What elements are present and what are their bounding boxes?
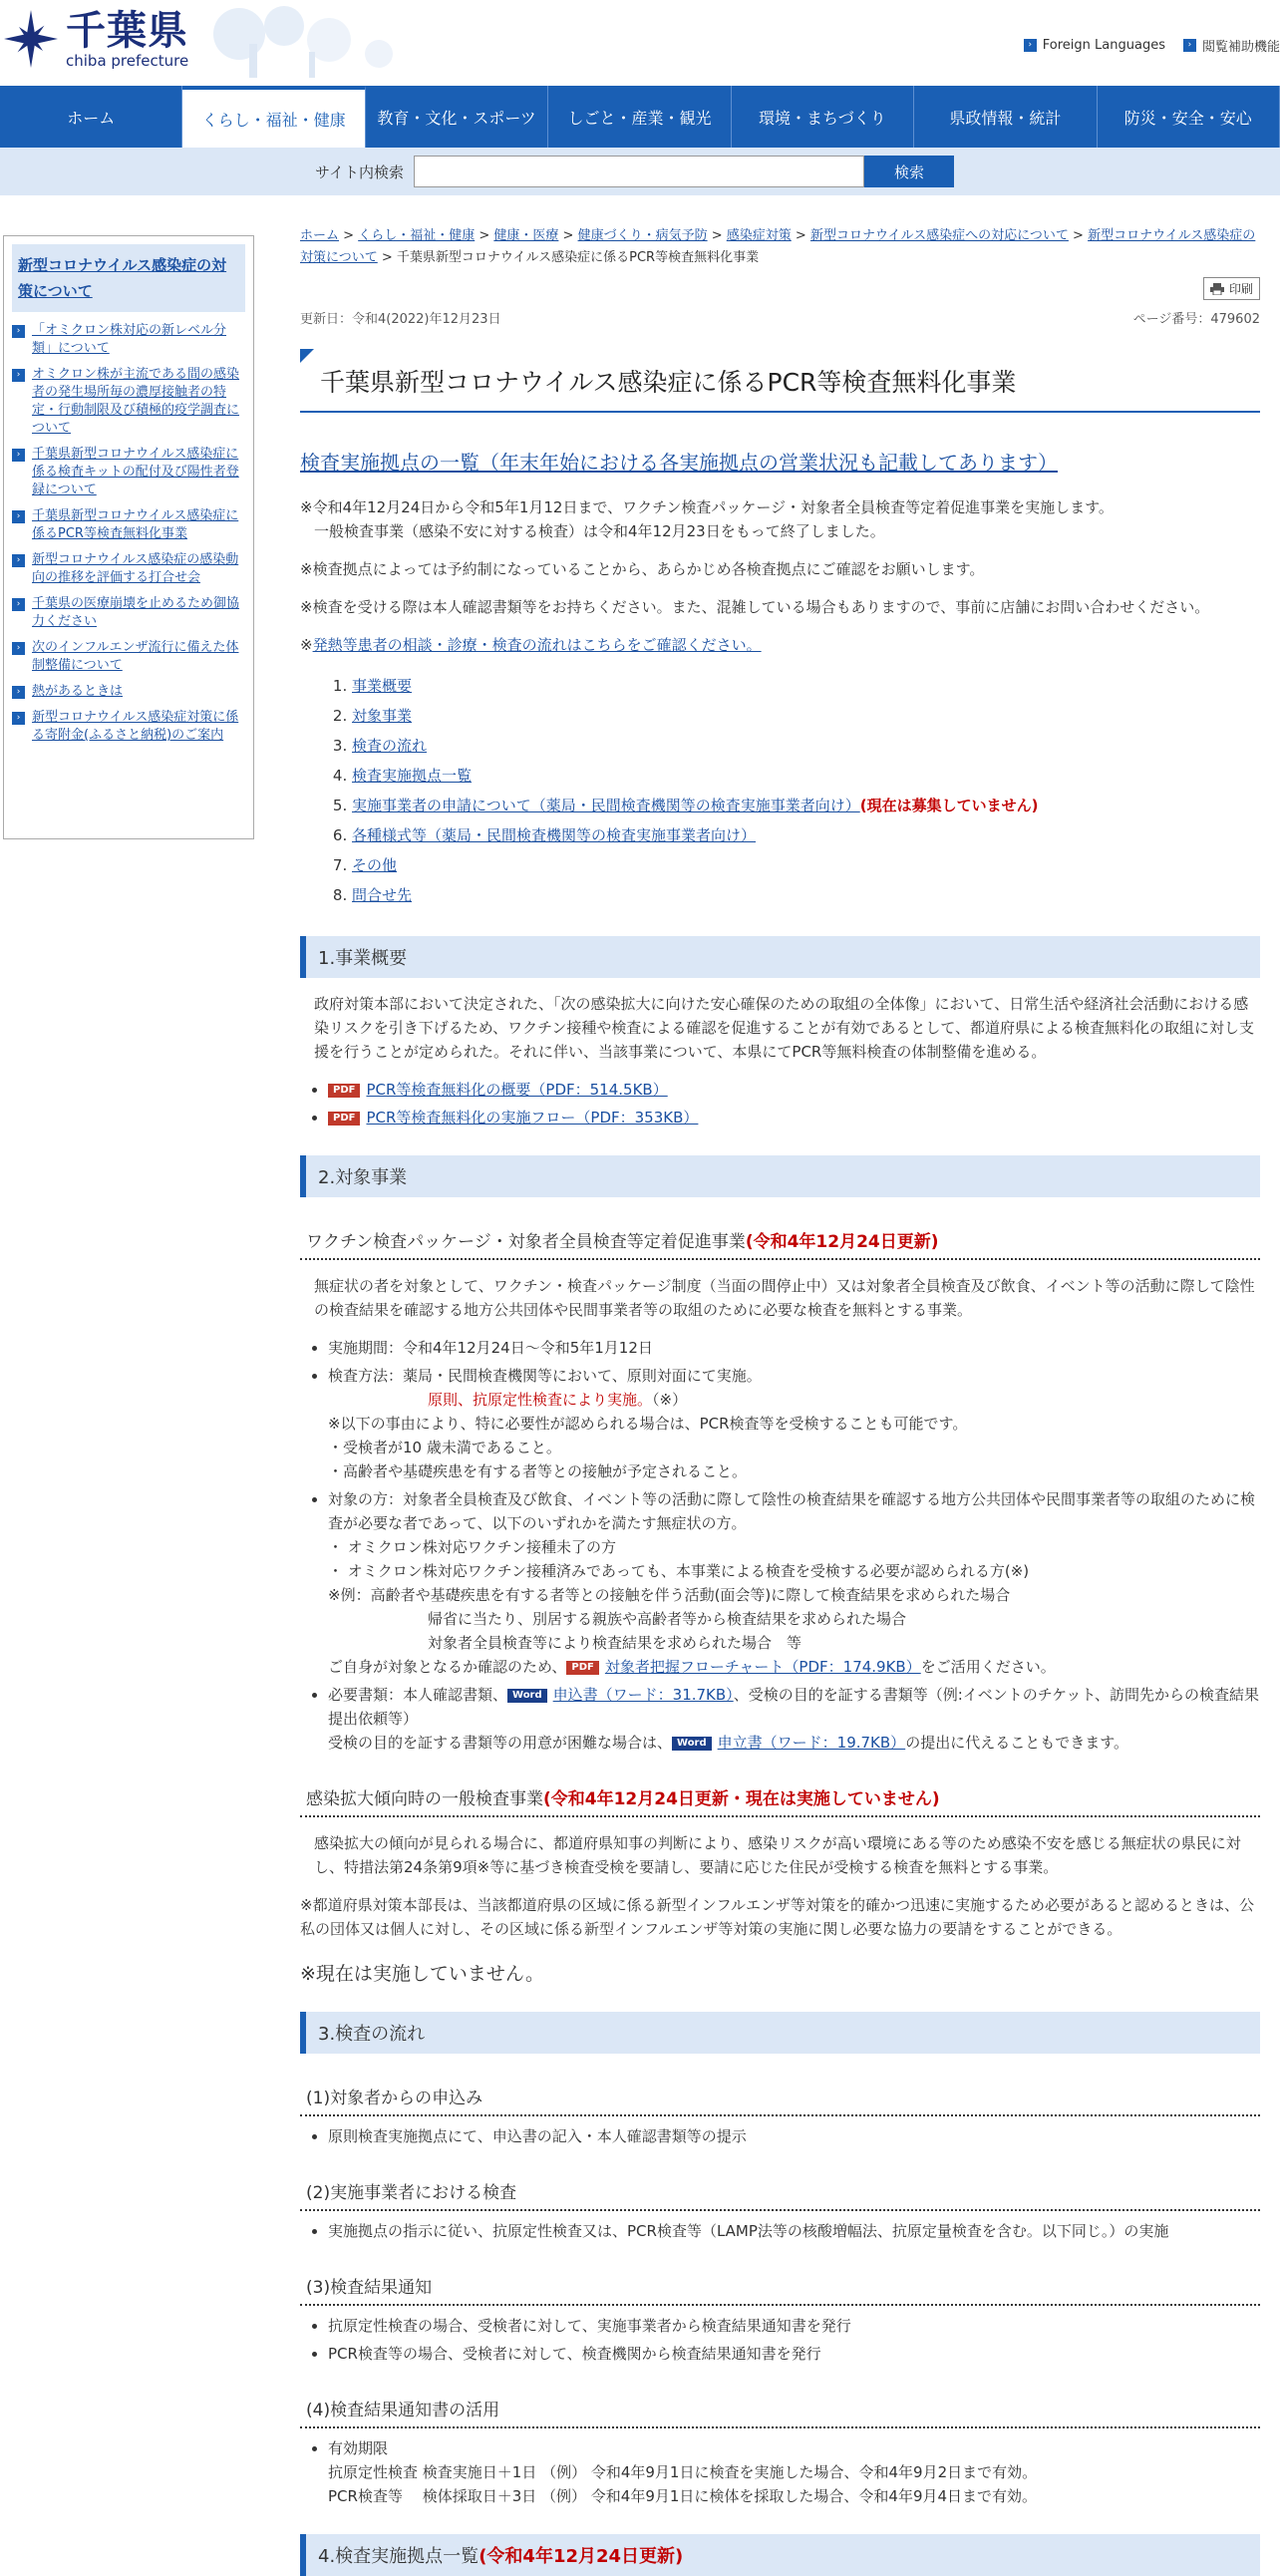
method-note: ・受検者が10 歳未満であること。 (328, 1439, 561, 1456)
sidebar-item[interactable] (12, 551, 245, 587)
logo-subtitle: chiba prefecture (66, 52, 189, 70)
list-item: • 原則検査実施拠点にて、申込書の記入・本人確認書類等の提示 (328, 2124, 1260, 2148)
list-item (328, 1683, 1260, 1755)
list-item (328, 1487, 1260, 1679)
subsection-heading: (2)実施事業者における検査 (300, 2168, 1260, 2211)
method-text: 検査方法：薬局・民間検査機関等において、原則対面にて実施。 (328, 1367, 762, 1385)
word-icon: Word (507, 1689, 547, 1703)
notice-text: ※令和4年12月24日から令和5年1月12日まで、ワクチン検査パッケージ・対象者全員検査等定着促進事業を実施します。 (300, 498, 1114, 516)
sidebar-item[interactable] (12, 366, 245, 438)
section-note: ※都道府県対策本部長は、当該都道府県の区域に係る新型インフルエンザ等対策を的確かつ迅速に実施するため必要があると認めるときは、公私の団体又は個人に対し、その区域に係る新型インフルエンザ等対策の実施に関し必要な協力の要請をすることができる。 (300, 1896, 1254, 1938)
section-heading: 1.事業概要 (300, 936, 1260, 978)
word-icon: Word (672, 1737, 712, 1751)
toc-link[interactable]: 各種様式等（薬局・民間検査機関等の検査実施事業者向け） (352, 826, 757, 844)
toc-item (352, 850, 1260, 880)
sidebar-title[interactable]: 新型コロナウイルス感染症の対策について (12, 244, 245, 312)
target-text: 対象の方：対象者全員検査及び飲食、イベント等の活動に際して陰性の検査結果を確認する地方公共団体や民間事業者等の取組のために検査が必要な者であって、以下のいずれかを満たす無症状の方。 (328, 1490, 1256, 1532)
toc-item (352, 731, 1260, 761)
toc-item (352, 701, 1260, 731)
subsection-heading: (4)検査結果通知書の活用 (300, 2386, 1260, 2428)
pdf-link[interactable]: PCR等検査無料化の実施フロー（PDF：353KB） (366, 1109, 699, 1127)
search-button[interactable]: 検索 (864, 156, 954, 187)
toc-link[interactable]: 対象事業 (352, 707, 413, 725)
validity-text: 抗原定性検査 検査実施日＋1日 （例） 令和4年9月1日に検査を実施した場合、令和4年9月2日まで有効。 (328, 2463, 1038, 2481)
nav-education-culture-sports[interactable]: 教育・文化・スポーツ (366, 86, 548, 148)
page-number: ページ番号：479602 (1132, 312, 1260, 327)
testing-sites-list-link[interactable]: 検査実施拠点の一覧（年末年始における各実施拠点の営業状況も記載してあります） (300, 451, 1058, 475)
section-heading: 2.対象事業 (300, 1155, 1260, 1197)
sidebar (3, 235, 254, 839)
sidebar-item[interactable] (12, 446, 245, 499)
foreign-languages-label: Foreign Languages (1042, 38, 1165, 53)
docs-text: の提出に代えることもできます。 (905, 1734, 1128, 1752)
update-note: (令和4年12月24日更新) (745, 1232, 939, 1252)
nav-prefecture-info[interactable]: 県政情報・統計 (914, 86, 1097, 148)
method-note: ※以下の事由により、特に必要性が認められる場合は、PCR検査等を受検することも可能です。 (328, 1415, 968, 1433)
list-item: • 実施拠点の指示に従い、抗原定性検査又は、PCR検査等（LAMP法等の核酸増幅法、抗原定量検査を含む。以下同じ。）の実施 (328, 2219, 1260, 2243)
toc-item (352, 880, 1260, 910)
pdf-icon: PDF (328, 1112, 360, 1126)
toc-status-note: (現在は募集していません) (859, 797, 1039, 814)
toc-item (352, 820, 1260, 850)
target-text: ・ オミクロン株対応ワクチン接種済みであっても、本事業による検査を受検する必要が認められる方(※) (328, 1562, 1030, 1580)
global-nav (0, 86, 1280, 148)
flow-list (300, 2219, 1260, 2243)
list-item: • PCR検査等の場合、受検者に対して、検査機関から検査結果通知書を発行 (328, 2342, 1260, 2366)
pdf-icon: PDF (328, 1084, 360, 1098)
breadcrumb-current: 千葉県新型コロナウイルス感染症に係るPCR等検査無料化事業 (396, 250, 760, 265)
site-header (0, 0, 1280, 86)
notice-prefix: ※ (300, 636, 313, 654)
main-content (300, 195, 1260, 2576)
nav-disaster-safety[interactable]: 防災・安全・安心 (1098, 86, 1280, 148)
target-text: 帰省に当たり、別居する親族や高齢者等から検査結果を求められた場合 (428, 1610, 907, 1628)
page-title: 千葉県新型コロナウイルス感染症に係るPCR等検査無料化事業 (300, 349, 1260, 413)
breadcrumb-separator: > (377, 250, 397, 265)
sidebar-item-link[interactable]: 新型コロナウイルス感染症の感染動向の推移を評価する打合せ会 (32, 552, 239, 585)
list-item (328, 1364, 1260, 1483)
sidebar-item-link[interactable]: 熱があるときは (32, 684, 124, 699)
breadcrumb-separator: > (1068, 228, 1089, 243)
sidebar-item-link[interactable]: 千葉県新型コロナウイルス感染症に係る検査キットの配付及び陽性者登録について (32, 447, 239, 497)
arrow-right-icon: › (12, 598, 25, 611)
update-note: (令和4年12月24日更新・現在は実施していません) (543, 1789, 940, 1809)
target-text: をご活用ください。 (920, 1658, 1056, 1676)
breadcrumb-link[interactable]: 健康づくり・病気予防 (577, 228, 708, 243)
breadcrumb-link[interactable]: 新型コロナウイルス感染症の対策について (300, 228, 1256, 265)
nav-environment-urban[interactable]: 環境・まちづくり (732, 86, 914, 148)
validity-label: 有効期限 (328, 2439, 389, 2457)
arrow-right-icon: › (12, 712, 25, 725)
notice-text: ※検査を受ける際は本人確認書類等をお持ちください。また、混雑している場合もありますので、事前に店舗にお問い合わせください。 (300, 598, 1210, 616)
declaration-form-link[interactable]: 申立書（ワード：19.7KB） (717, 1734, 906, 1752)
breadcrumb-separator: > (707, 228, 727, 243)
docs-text: 必要書類：本人確認書類、 (328, 1686, 508, 1704)
subsection-title: ワクチン検査パッケージ・対象者全員検査等定着促進事業 (306, 1232, 746, 1252)
breadcrumb-link[interactable]: くらし・福祉・健康 (358, 228, 476, 243)
nav-living-welfare-health[interactable]: くらし・福祉・健康 (182, 86, 365, 148)
breadcrumb-link[interactable]: 感染症対策 (726, 228, 792, 243)
target-text: 対象者全員検査等により検査結果を求められた場合 等 (428, 1634, 802, 1652)
sidebar-item-link[interactable]: 「オミクロン株対応の新レベル分類」について (32, 323, 227, 356)
pdf-icon: PDF (566, 1661, 598, 1675)
breadcrumb-separator: > (475, 228, 494, 243)
accessibility-label: 閲覧補助機能 (1201, 40, 1280, 55)
search-label: サイト内検索 (315, 162, 404, 181)
list-item (328, 1106, 1260, 1129)
section-body: 無症状の者を対象として、ワクチン・検査パッケージ制度（当面の間停止中）又は対象者全員検査及び飲食、イベント等の活動に際して陰性の検査結果を確認する地方公共団体や民間事業者等の取組のために必要な検査を無料とする事業。 (314, 1277, 1255, 1319)
print-label: 印刷 (1228, 282, 1253, 296)
site-search-bar (0, 148, 1280, 195)
flowchart-pdf-link[interactable]: 対象者把握フローチャート（PDF：174.9KB） (604, 1658, 921, 1676)
fever-consultation-link[interactable]: 発熱等患者の相談・診療・検査の流れはこちらをご確認ください。 (312, 636, 762, 654)
arrow-right-icon: › (12, 642, 25, 655)
flow-list (300, 2436, 1260, 2508)
breadcrumb (300, 225, 1260, 269)
target-text: ご自身が対象となるか確認のため、 (328, 1658, 567, 1676)
breadcrumb-link[interactable]: ホーム (300, 228, 340, 243)
toc-item (352, 761, 1260, 791)
update-note: (令和4年12月24日更新) (479, 2546, 684, 2567)
method-note: ・高齢者や基礎疾患を有する者等との接触が予定されること。 (328, 1462, 748, 1480)
print-button[interactable] (1203, 277, 1260, 300)
subsection-heading: (1)対象者からの申込み (300, 2074, 1260, 2116)
notice-text: 一般検査事業（感染不安に対する検査）は令和4年12月23日をもって終了しました。 (314, 522, 885, 540)
pdf-link[interactable]: PCR等検査無料化の概要（PDF：514.5KB） (366, 1081, 668, 1099)
notice-text: ※検査拠点によっては予約制になっていることから、あらかじめ各検査拠点にご確認をお願いします。 (300, 560, 985, 578)
flow-list (300, 2314, 1260, 2366)
nav-work-industry-tourism[interactable]: しごと・産業・観光 (548, 86, 731, 148)
arrow-right-icon: › (1183, 39, 1196, 52)
section-heading: 3.検査の流れ (300, 2012, 1260, 2054)
subsection-heading (300, 1217, 1260, 1260)
header-decoration (189, 4, 419, 82)
logo-title: 千葉県 (66, 8, 188, 54)
chiba-star-icon (0, 8, 62, 70)
sidebar-item-link[interactable]: 新型コロナウイルス感染症対策に係る寄附金(ふるさと納税)のご案内 (32, 710, 239, 743)
sidebar-list (12, 322, 245, 745)
sidebar-item-link[interactable]: 次のインフルエンザ流行に備えた体制整備について (32, 640, 239, 673)
arrow-right-icon: › (12, 510, 25, 523)
breadcrumb-separator: > (558, 228, 578, 243)
section-body: 政府対策本部において決定された、「次の感染拡大に向けた安心確保のための取組の全体像」において、日常生活や経済社会活動における感染リスクを引き下げるため、ワクチン接種や検査による確認を促進することが有効であるとして、都道府県による検査無料化の取組に対し支援を行うことが定められた。それに伴い、当該事業について、本県にてPCR等無料検査の体制整備を進める。 (314, 995, 1255, 1061)
sidebar-item-link[interactable]: 千葉県の医療崩壊を止めるため御協力ください (32, 596, 240, 629)
search-input[interactable] (414, 156, 864, 187)
not-implemented-note: ※現在は実施していません。 (300, 1963, 545, 1985)
foreign-languages-link[interactable] (1024, 36, 1165, 55)
method-red-text: 原則、抗原定性検査により実施。 (428, 1391, 653, 1409)
section-body: 感染拡大の傾向が見られる場合に、都道府県知事の判断により、感染リスクが高い環境にある等のため感染不安を感じる無症状の県民に対し、特措法第24条第9項※等に基づき検査受検を要請し、要請に応じた住民が受検する検査を無料とする事業。 (314, 1834, 1241, 1876)
toc-link[interactable]: その他 (352, 856, 398, 874)
arrow-right-icon: › (12, 686, 25, 699)
details-list (300, 1336, 1260, 1755)
arrow-right-icon: › (12, 325, 25, 338)
subsection-title: 感染拡大傾向時の一般検査事業 (306, 1789, 543, 1809)
sidebar-item[interactable] (12, 683, 245, 701)
sidebar-item[interactable] (12, 322, 245, 358)
application-form-link[interactable]: 申込書（ワード：31.7KB） (552, 1686, 734, 1704)
arrow-right-icon: › (12, 449, 25, 462)
method-mark: （※） (652, 1391, 688, 1409)
printer-icon (1210, 283, 1224, 295)
toc-link[interactable]: 検査実施拠点一覧 (352, 767, 473, 785)
docs-text: 受検の目的を証する書類等の用意が困難な場合は、 (328, 1734, 673, 1752)
subsection-heading: (3)検査結果通知 (300, 2263, 1260, 2306)
toc-link[interactable]: 事業概要 (352, 677, 413, 695)
docs-text: 、受検の目的を証する書類等（例:イベントのチケット、訪問先からの検査結果提出依頼等） (328, 1686, 1260, 1728)
flow-list (300, 2124, 1260, 2148)
toc-item (352, 791, 1260, 820)
toc-link[interactable]: 検査の流れ (352, 737, 428, 755)
sidebar-item[interactable] (12, 709, 245, 745)
list-item: • 実施期間：令和4年12月24日～令和5年1月12日 (328, 1336, 1260, 1360)
breadcrumb-link[interactable]: 新型コロナウイルス感染症への対応について (809, 228, 1069, 243)
breadcrumb-link[interactable]: 健康・医療 (493, 228, 559, 243)
target-text: ・ オミクロン株対応ワクチン接種未了の方 (328, 1538, 617, 1556)
sidebar-item[interactable] (12, 595, 245, 631)
sidebar-item-link[interactable]: 千葉県新型コロナウイルス感染症に係るPCR等検査無料化事業 (32, 508, 239, 541)
accessibility-link[interactable] (1183, 36, 1280, 55)
toc-link[interactable]: 問合せ先 (352, 886, 413, 904)
table-of-contents (300, 671, 1260, 910)
list-item (328, 2436, 1260, 2508)
file-list (300, 1078, 1260, 1129)
breadcrumb-separator: > (339, 228, 359, 243)
list-item: • 抗原定性検査の場合、受検者に対して、実施事業者から検査結果通知書を発行 (328, 2314, 1260, 2338)
breadcrumb-separator: > (791, 228, 810, 243)
toc-item (352, 671, 1260, 701)
section-title: 4.検査実施拠点一覧 (318, 2546, 480, 2567)
arrow-right-icon: › (12, 369, 25, 382)
updated-date: 更新日：令和4(2022)年12月23日 (300, 312, 501, 327)
list-item (328, 1078, 1260, 1102)
arrow-right-icon: › (1024, 39, 1037, 52)
arrow-right-icon: › (12, 554, 25, 567)
sidebar-item[interactable] (12, 639, 245, 675)
subsection-heading (300, 1774, 1260, 1817)
toc-link[interactable]: 実施事業者の申請について（薬局・民間検査機関等の検査実施事業者向け） (352, 797, 860, 814)
sidebar-item-link[interactable]: オミクロン株が主流である間の感染者の発生場所毎の濃厚接触者の特定・行動制限及び積極的疫学調査について (32, 367, 240, 436)
target-text: ※例：高齢者や基礎疾患を有する者等との接触を伴う活動(面会等)に際して検査結果を求められた場合 (328, 1586, 1011, 1604)
site-logo[interactable] (0, 8, 188, 70)
section-heading (300, 2534, 1260, 2576)
validity-text: PCR検査等 検体採取日＋3日 （例） 令和4年9月1日に検体を採取した場合、令和4年9月4日まで有効。 (328, 2487, 1038, 2505)
sidebar-item[interactable] (12, 507, 245, 543)
nav-home[interactable]: ホーム (0, 86, 182, 148)
